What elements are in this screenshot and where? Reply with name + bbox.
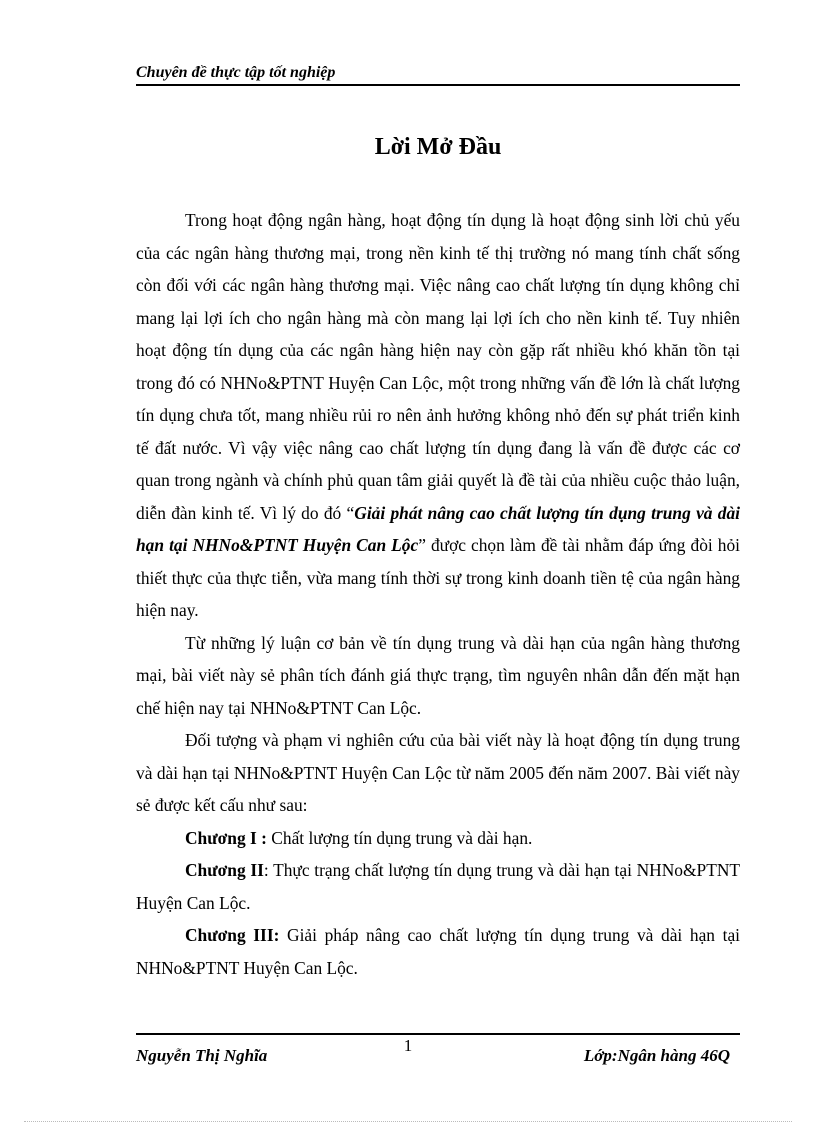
page-header	[136, 62, 740, 86]
page-number: 1	[403, 1036, 413, 1055]
chapter-3-text: Giải pháp nâng cao chất lượng tín dụng trung và dài hạn tại NHNo&PTNT Huyện Can Lộc.	[136, 925, 741, 978]
paragraph-intro-end: ” được chọn làm đề tài nhằm đáp ứng đòi hỏi thiết thực của thực tiễn, vừa mang tính thời sự trong kinh doanh tiền tệ của ngân hàng hiện nay.	[136, 535, 740, 620]
paragraph-approach: Từ những lý luận cơ bản về tín dụng trung và dài hạn của ngân hàng thương mại, bài viết này sẻ phân tích đánh giá thực trạng, tìm nguyên nhân dẫn đến mặt hạn chế hiện nay tại NHNo&PTNT Can Lộc.	[136, 632, 740, 718]
chapter-2-item	[136, 854, 740, 919]
chapter-3-label: Chương III:	[185, 925, 280, 945]
document-title: Lời Mở Đầu	[374, 134, 502, 160]
paragraph-intro-text: Trong hoạt động ngân hàng, hoạt động tín dụng là hoạt động sinh lời chủ yếu của các ngân hàng thương mại, trong nền kinh tế thị trường nó mang tính chất sống còn đối với các ngân hàng thương mại. Việc nâng cao chất lượng tín dụng không chỉ mang lại lợi ích cho ngân hàng mà còn mang lại lợi ích cho nền kinh tế. Tuy nhiên hoạt động tín dụng của các ngân hàng hiện nay còn gặp rất nhiều khó khăn tồn tại trong đó có NHNo&PTNT Huyện Can Lộc, một trong những vấn đề lớn là chất lượng tín dụng chưa tốt, mang nhiều rủi ro nên ảnh hưởng không nhỏ đến sự phát triển kinh tế đất nước. Vì vậy việc nâng cao chất lượng tín dụng đang là vấn đề được các cơ quan trong ngành và chính phủ quan tâm giải quyết là đề tài của nhiều cuộc thảo luận, diễn đàn kinh tế. Vì lý do đó “	[136, 210, 740, 523]
footer-author: Nguyễn Thị Nghĩa	[136, 1046, 268, 1065]
document-body	[136, 204, 740, 984]
paragraph-scope: Đối tượng và phạm vi nghiên cứu của bài viết này là hoạt động tín dụng trung và dài hạn tại NHNo&PTNT Huyện Can Lộc từ năm 2005 đến năm 2007. Bài viết này sẻ được kết cấu như sau:	[136, 730, 740, 815]
page-edge-divider	[24, 1121, 792, 1122]
paragraph-intro	[136, 204, 740, 627]
chapter-3-item	[136, 919, 740, 984]
footer-class: Lớp:Ngân hàng 46Q	[583, 1046, 730, 1065]
chapter-2-text: : Thực trạng chất lượng tín dụng trung và dài hạn tại NHNo&PTNT Huyện Can Lộc.	[136, 860, 740, 913]
chapter-1-label: Chương I :	[185, 827, 267, 848]
chapter-1-text: Chất lượng tín dụng trung và dài hạn.	[266, 827, 533, 848]
chapter-1-item	[136, 822, 740, 855]
thesis-topic: Giải phát nâng cao chất lượng tín dụng trung và dài hạn tại NHNo&PTNT Huyện Can Lộc	[136, 502, 740, 555]
chapter-2-label: Chương II	[185, 860, 264, 880]
header-title: Chuyên đề thực tập tốt nghiệp	[136, 64, 336, 81]
footer-divider	[136, 1033, 740, 1035]
